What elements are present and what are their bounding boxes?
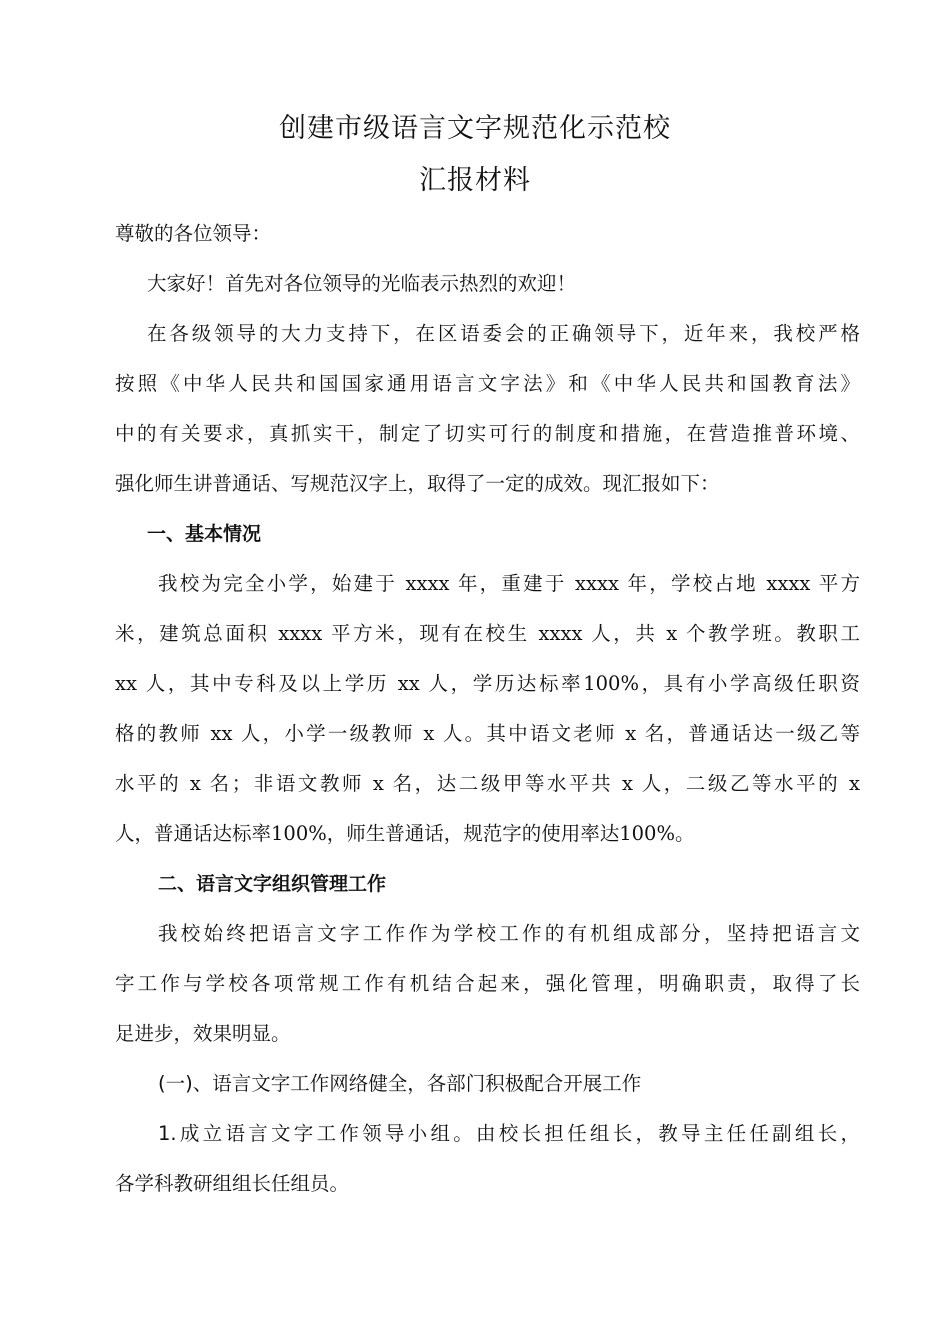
intro-line-1: 在各级领导的大力支持下，在区语委会的正确领导下，近年来，我校严格 <box>147 322 860 345</box>
section-1-line-6: 人，普通话达标率100%，师生普通话，规范字的使用率达100%。 <box>115 822 695 845</box>
document-title-line-1: 创建市级语言文字规范化示范校 <box>279 113 671 144</box>
section-2-line-2: 字工作与学校各项常规工作有机结合起来，强化管理，明确职责，取得了长 <box>115 972 860 995</box>
intro-line-2: 按照《中华人民共和国国家通用语言文字法》和《中华人民共和国教育法》 <box>115 372 860 395</box>
section-1-heading: 一、基本情况 <box>147 523 262 545</box>
section-2-line-3: 足进步，效果明显。 <box>115 1022 291 1045</box>
greeting-paragraph: 大家好！首先对各位领导的光临表示热烈的欢迎！ <box>147 272 577 295</box>
document-title-line-2: 汇报材料 <box>419 165 531 196</box>
section-1-line-3: xx 人，其中专科及以上学历 xx 人，学历达标率100%，具有小学高级任职资 <box>115 672 860 695</box>
item-1-line-2: 各学科教研组组长任组员。 <box>115 1172 350 1195</box>
section-1-line-5: 水平的 x 名；非语文教师 x 名，达二级甲等水平共 x 人，二级乙等水平的 x <box>115 772 860 795</box>
item-1-line-1: 1.成立语言文字工作领导小组。由校长担任组长，教导主任任副组长， <box>158 1122 860 1145</box>
intro-line-3: 中的有关要求，真抓实干，制定了切实可行的制度和措施，在营造推普环境、 <box>115 422 860 445</box>
section-2-heading: 二、语言文字组织管理工作 <box>158 873 387 895</box>
salutation: 尊敬的各位领导： <box>115 222 272 245</box>
subsection-1-heading: (一)、语言文字工作网络健全，各部门积极配合开展工作 <box>158 1072 642 1095</box>
section-1-line-2: 米，建筑总面积 xxxx 平方米，现有在校生 xxxx 人，共 x 个教学班。教职工 <box>115 622 860 645</box>
section-1-line-4: 格的教师 xx 人，小学一级教师 x 人。其中语文老师 x 名，普通话达一级乙等 <box>115 722 860 745</box>
intro-line-4: 强化师生讲普通话、写规范汉字上，取得了一定的成效。现汇报如下： <box>115 472 720 495</box>
section-2-line-1: 我校始终把语言文字工作作为学校工作的有机组成部分，坚持把语言文 <box>158 922 860 945</box>
section-1-line-1: 我校为完全小学，始建于 xxxx 年，重建于 xxxx 年，学校占地 xxxx 平方 <box>158 572 860 595</box>
